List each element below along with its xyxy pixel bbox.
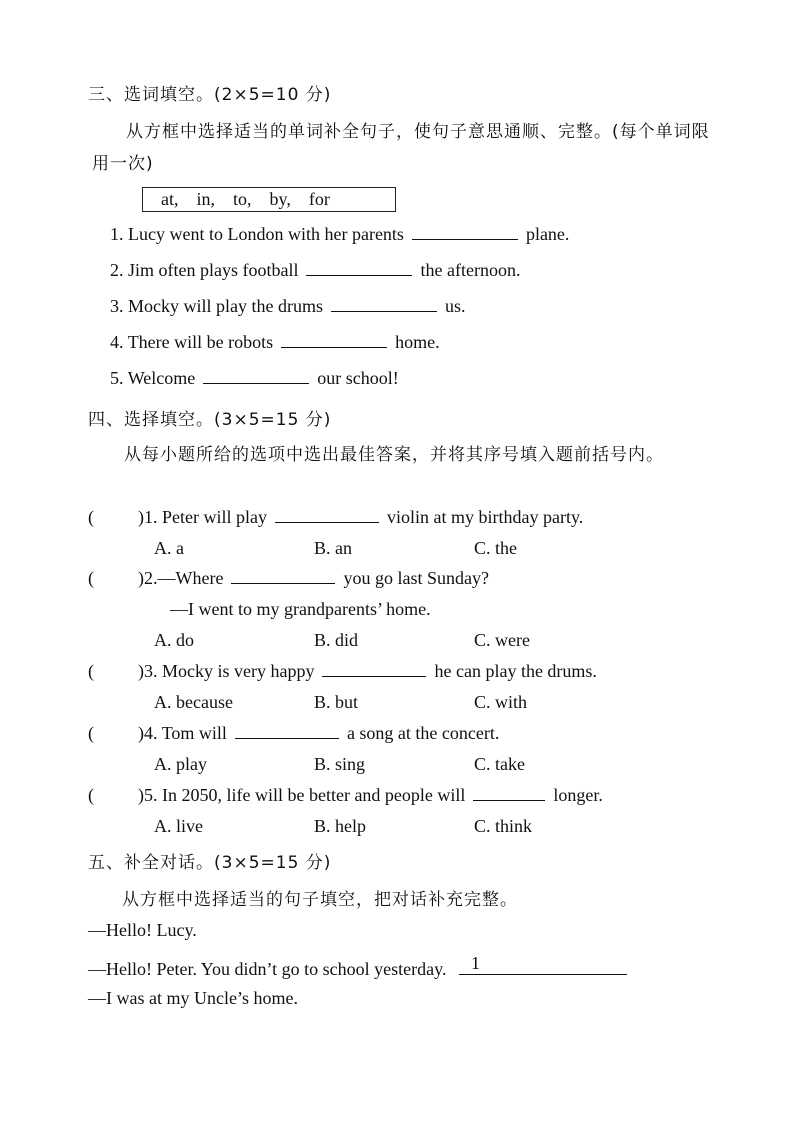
- answer-blank[interactable]: [306, 274, 412, 276]
- question-text: the afternoon.: [420, 260, 521, 280]
- option-c: C. take: [474, 754, 525, 774]
- question-text: plane.: [525, 224, 570, 244]
- question-text: Jim often plays football: [128, 260, 299, 280]
- answer-paren[interactable]: (: [88, 661, 94, 681]
- question-number: )4.: [138, 723, 158, 743]
- choice-question: [138, 785, 603, 806]
- answer-blank[interactable]: [412, 238, 518, 240]
- question-number: )2.: [138, 568, 158, 588]
- question-text: Mocky is very happy: [162, 661, 315, 681]
- worksheet-page: [58, 58, 734, 1016]
- option-a: A. play: [154, 754, 207, 774]
- fill-question: [110, 296, 466, 317]
- option-a: A. because: [154, 692, 233, 712]
- option-c: C. the: [474, 538, 517, 558]
- option-b: B. an: [314, 538, 352, 558]
- question-text: There will be robots: [127, 332, 274, 352]
- fill-question: [110, 260, 520, 281]
- section5-heading: 五、补全对话。(3×5=15 分): [88, 853, 332, 873]
- option-a: A. a: [154, 538, 184, 558]
- answer-paren[interactable]: (: [88, 568, 94, 588]
- answer-blank[interactable]: [281, 346, 387, 348]
- answer-blank[interactable]: [459, 954, 627, 975]
- question-text: us.: [444, 296, 466, 316]
- option-b: B. sing: [314, 754, 366, 774]
- word-option: at,: [161, 189, 179, 209]
- answer-paren[interactable]: (: [88, 785, 94, 805]
- word-box: [142, 187, 396, 212]
- option-b: B. did: [314, 630, 359, 650]
- question-text: In 2050, life will be better and people will: [162, 785, 466, 805]
- question-text: Mocky will play the drums: [128, 296, 323, 316]
- option-b: B. but: [314, 692, 359, 712]
- dialogue-answer: —I went to my grandparents’ home.: [170, 599, 431, 619]
- section3-heading: 三、选词填空。(2×5=10 分): [88, 85, 332, 105]
- question-text: Welcome: [127, 368, 196, 388]
- question-number: )1.: [138, 507, 158, 527]
- choice-question: [138, 568, 489, 589]
- question-number: 5.: [110, 368, 124, 388]
- section4-instruction: 从每小题所给的选项中选出最佳答案，并将其序号填入题前括号内。: [124, 445, 664, 465]
- word-option: to,: [233, 189, 252, 209]
- dialogue-line: —I was at my Uncle’s home.: [88, 988, 298, 1008]
- word-option: by,: [269, 189, 291, 209]
- question-number: 4.: [110, 332, 124, 352]
- question-text: Peter will play: [162, 507, 267, 527]
- word-option: for: [308, 189, 330, 209]
- question-text: longer.: [553, 785, 603, 805]
- question-text: our school!: [317, 368, 399, 388]
- answer-blank: [235, 737, 339, 739]
- question-text: you go last Sunday?: [343, 568, 489, 588]
- blank-number: 1: [470, 953, 480, 973]
- option-c: C. with: [474, 692, 528, 712]
- option-c: C. were: [474, 630, 530, 650]
- option-a: A. do: [154, 630, 194, 650]
- question-number: 3.: [110, 296, 124, 316]
- section3-instruction: 从方框中选择适当的单词补全句子，使句子意思通顺、完整。(每个单词限用一次): [92, 122, 710, 174]
- question-text: he can play the drums.: [434, 661, 597, 681]
- question-number: )5.: [138, 785, 158, 805]
- question-number: )3.: [138, 661, 158, 681]
- fill-question: [110, 368, 399, 389]
- option-c: C. think: [474, 816, 533, 836]
- question-text: violin at my birthday party.: [386, 507, 584, 527]
- answer-blank: [473, 799, 545, 801]
- dialogue-text: —Hello! Peter. You didn’t go to school yesterday.: [88, 959, 447, 979]
- answer-blank: [275, 521, 379, 523]
- question-text: Tom will: [161, 723, 227, 743]
- choice-question: [138, 723, 499, 744]
- question-text: Lucy went to London with her parents: [128, 224, 404, 244]
- section5-instruction: 从方框中选择适当的句子填空，把对话补充完整。: [122, 890, 518, 910]
- answer-blank: [322, 675, 426, 677]
- answer-blank: [231, 582, 335, 584]
- fill-question: [110, 332, 440, 353]
- question-number: 1.: [110, 224, 124, 244]
- option-a: A. live: [154, 816, 203, 836]
- dialogue-line: [88, 954, 627, 980]
- dialogue-line: —Hello! Lucy.: [88, 920, 197, 940]
- fill-question: [110, 224, 569, 245]
- section4-heading: 四、选择填空。(3×5=15 分): [88, 410, 332, 430]
- question-text: home.: [395, 332, 440, 352]
- question-text: a song at the concert.: [346, 723, 500, 743]
- choice-question: [138, 507, 583, 528]
- answer-paren[interactable]: (: [88, 723, 94, 743]
- answer-blank[interactable]: [331, 310, 437, 312]
- question-text: —Where: [157, 568, 224, 588]
- option-b: B. help: [314, 816, 366, 836]
- word-option: in,: [196, 189, 216, 209]
- answer-blank[interactable]: [203, 382, 309, 384]
- answer-paren[interactable]: (: [88, 507, 94, 527]
- choice-question: [138, 661, 597, 682]
- question-number: 2.: [110, 260, 124, 280]
